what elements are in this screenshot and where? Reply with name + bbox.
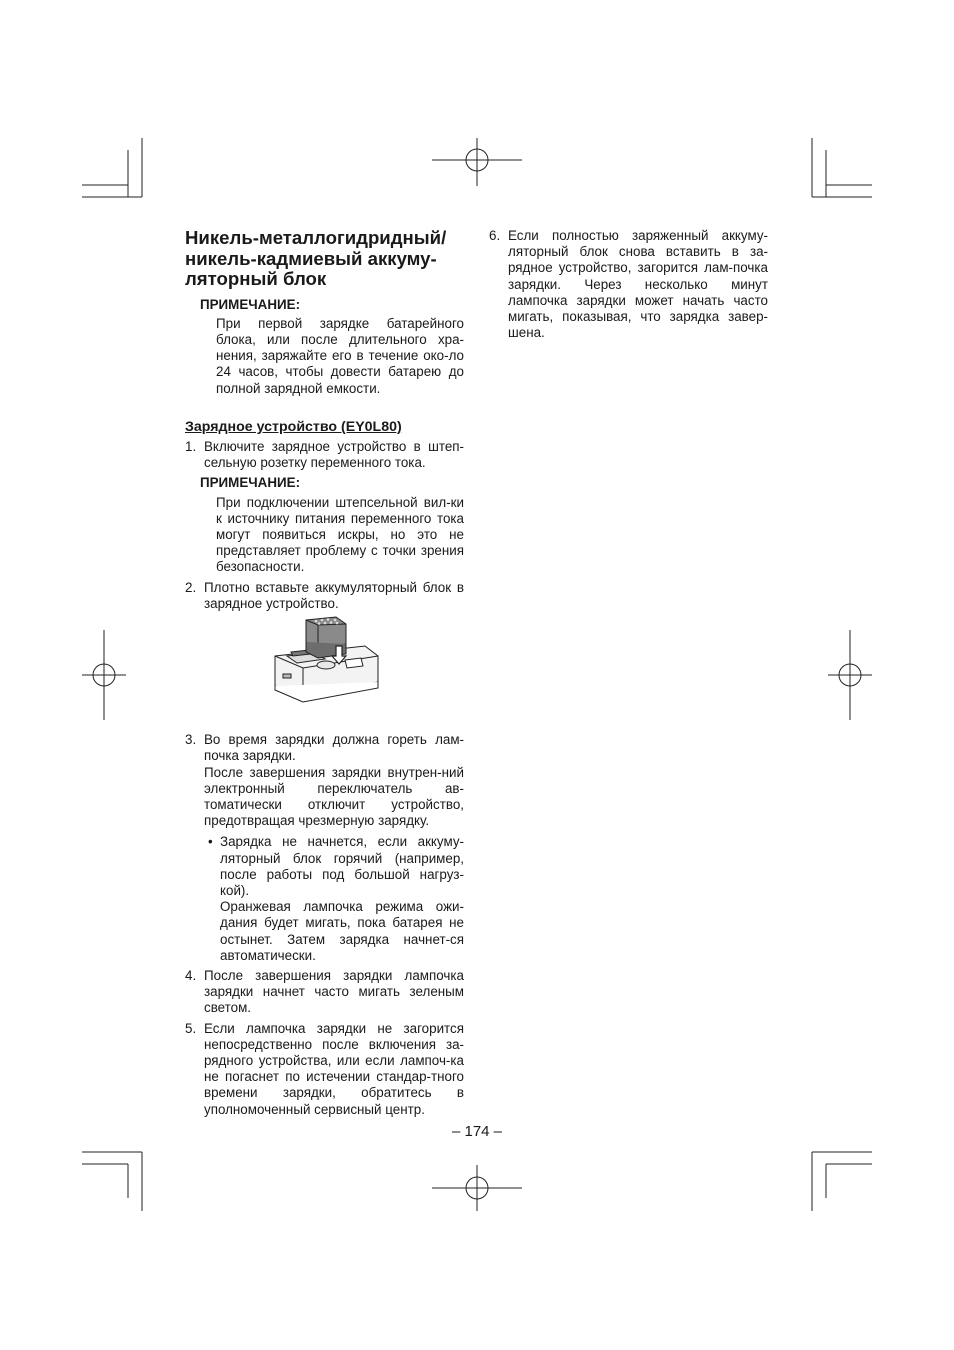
right-column (489, 228, 768, 341)
step-text: Если полностью заряженный аккуму-ляторный блок снова вставить в за-рядное устройство, загорится лам-почка зарядки. Через несколько минут лампочка зарядки может начать часто мигать, показывая, что зарядка завер-шена. (508, 228, 768, 341)
page-number: – 174 – (451, 1123, 503, 1140)
step-4 (185, 968, 464, 1017)
section-title: Никель-металлогидридный/ никель-кадмиевый аккуму-ляторный блок (185, 227, 447, 289)
note-text: При подключении штепсельной вил-ки к источнику питания переменного тока могут появиться искры, но это не представляет проблему с точки зрения безопасности. (216, 494, 464, 575)
step-1 (185, 439, 464, 471)
bullet-note (204, 834, 464, 964)
step-number: 4. (185, 968, 197, 983)
step-text: После завершения зарядки лампочка зарядки начнет часто мигать зеленым светом. (204, 968, 464, 1016)
step-text-continued: После завершения зарядки внутрен-ний электронный переключатель ав-томатически отключит устройство, предотвращая чрезмерную зарядку. (204, 764, 464, 829)
step-2 (185, 580, 464, 612)
charger-heading: Зарядное устройство (EY0L80) (185, 418, 402, 435)
bullet-symbol: • (208, 834, 213, 850)
step-number: 2. (185, 579, 197, 595)
step-text: Если лампочка зарядки не загорится непосредственно после включения за-рядного устройства, или если лампоч-ка не погаснет по истечении стандар-тного времени зарядки, обратитесь в уполномоченный сервисный центр. (204, 1020, 464, 1117)
step-5 (185, 1021, 464, 1118)
step-text: Плотно вставьте аккумуляторный блок в зарядное устройство. (204, 579, 464, 611)
step-number: 1. (185, 438, 197, 454)
step-3 (185, 732, 464, 964)
step-text: Включите зарядное устройство в штеп-сельную розетку переменного тока. (204, 438, 464, 471)
note-label: ПРИМЕЧАНИЕ: (200, 475, 301, 491)
step-6 (489, 228, 768, 341)
step-number: 3. (185, 732, 197, 748)
bullet-text: Зарядка не начнется, если аккуму-ляторный блок горячий (например, после работы под большой нагруз-кой). (220, 834, 464, 898)
charger-illustration (185, 616, 464, 724)
step-number: 6. (489, 228, 501, 243)
note-text: При первой зарядке батарейного блока, или после длительного хра-нения, заряжайте его в течение око-ло 24 часов, чтобы довести батарею до полной зарядной емкости. (216, 315, 464, 396)
step-text: Во время зарядки должна гореть лам-почка зарядки. (204, 732, 464, 764)
note-label: ПРИМЕЧАНИЕ: (200, 296, 301, 312)
bullet-text-continued: Оранжевая лампочка режима ожи-дания будет мигать, пока батарея не остынет. Затем зарядка начнет-ся автоматически. (220, 899, 464, 963)
left-column (185, 228, 464, 1118)
step-number: 5. (185, 1020, 197, 1036)
